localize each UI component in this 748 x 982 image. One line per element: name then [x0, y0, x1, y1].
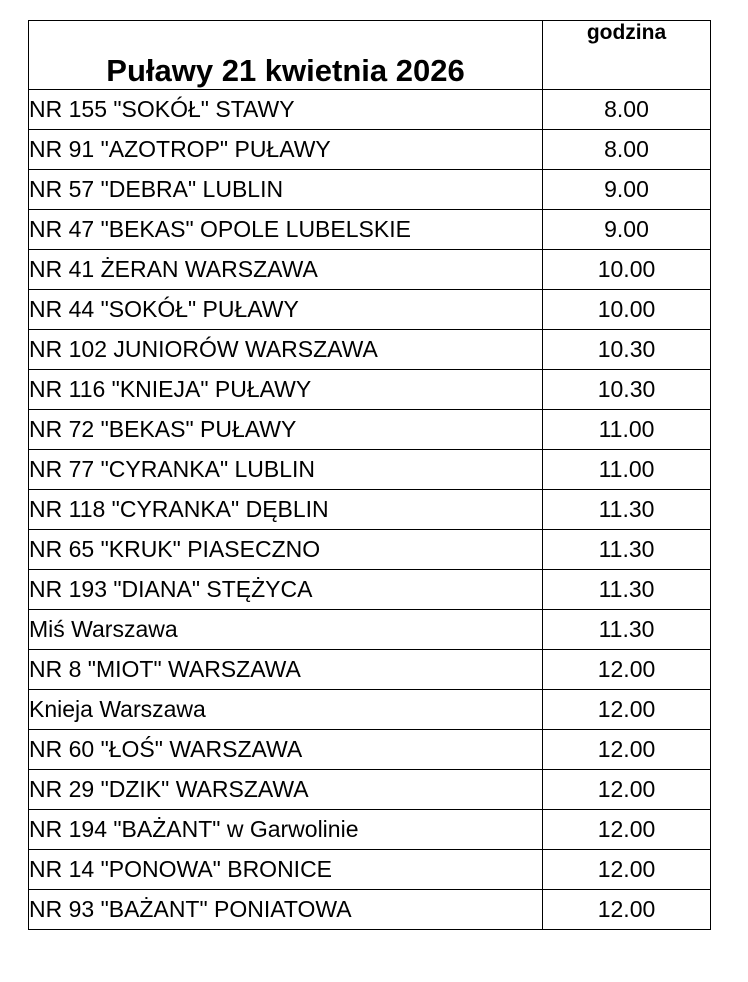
time-cell: 10.00: [543, 290, 711, 330]
time-cell: 12.00: [543, 650, 711, 690]
club-name-cell: NR 14 "PONOWA" BRONICE: [29, 850, 543, 890]
schedule-table: [28, 20, 711, 930]
table-row: [29, 770, 711, 810]
club-name-cell: NR 102 JUNIORÓW WARSZAWA: [29, 330, 543, 370]
time-cell: 10.00: [543, 250, 711, 290]
club-name-cell: NR 116 "KNIEJA" PUŁAWY: [29, 370, 543, 410]
time-cell: 8.00: [543, 90, 711, 130]
club-name-cell: NR 65 "KRUK" PIASECZNO: [29, 530, 543, 570]
club-name-cell: Knieja Warszawa: [29, 690, 543, 730]
club-name-cell: NR 118 "CYRANKA" DĘBLIN: [29, 490, 543, 530]
club-name-cell: NR 155 "SOKÓŁ" STAWY: [29, 90, 543, 130]
page-title: Puławy 21 kwietnia 2026: [29, 21, 543, 90]
table-row: [29, 730, 711, 770]
time-cell: 11.30: [543, 490, 711, 530]
header-row: [29, 21, 711, 90]
table-row: [29, 810, 711, 850]
club-name-cell: Miś Warszawa: [29, 610, 543, 650]
time-cell: 9.00: [543, 170, 711, 210]
table-row: [29, 850, 711, 890]
table-row: [29, 370, 711, 410]
club-name-cell: NR 91 "AZOTROP" PUŁAWY: [29, 130, 543, 170]
table-row: [29, 130, 711, 170]
time-cell: 12.00: [543, 890, 711, 930]
time-cell: 12.00: [543, 770, 711, 810]
time-cell: 12.00: [543, 690, 711, 730]
table-row: [29, 570, 711, 610]
club-name-cell: NR 57 "DEBRA" LUBLIN: [29, 170, 543, 210]
table-row: [29, 330, 711, 370]
schedule-rows: [29, 90, 711, 930]
time-cell: 11.00: [543, 450, 711, 490]
club-name-cell: NR 44 "SOKÓŁ" PUŁAWY: [29, 290, 543, 330]
table-row: [29, 650, 711, 690]
time-cell: 11.30: [543, 570, 711, 610]
club-name-cell: NR 194 "BAŻANT" w Garwolinie: [29, 810, 543, 850]
time-cell: 12.00: [543, 730, 711, 770]
club-name-cell: NR 193 "DIANA" STĘŻYCA: [29, 570, 543, 610]
time-column-header: godzina: [543, 21, 711, 90]
table-row: [29, 290, 711, 330]
table-row: [29, 450, 711, 490]
club-name-cell: NR 41 ŻERAN WARSZAWA: [29, 250, 543, 290]
table-row: [29, 490, 711, 530]
table-row: [29, 530, 711, 570]
time-cell: 8.00: [543, 130, 711, 170]
club-name-cell: NR 8 "MIOT" WARSZAWA: [29, 650, 543, 690]
time-cell: 11.30: [543, 610, 711, 650]
time-cell: 10.30: [543, 370, 711, 410]
time-cell: 11.30: [543, 530, 711, 570]
club-name-cell: NR 47 "BEKAS" OPOLE LUBELSKIE: [29, 210, 543, 250]
club-name-cell: NR 60 "ŁOŚ" WARSZAWA: [29, 730, 543, 770]
table-row: [29, 690, 711, 730]
table-row: [29, 610, 711, 650]
table-row: [29, 410, 711, 450]
time-cell: 11.00: [543, 410, 711, 450]
time-cell: 9.00: [543, 210, 711, 250]
club-name-cell: NR 29 "DZIK" WARSZAWA: [29, 770, 543, 810]
table-row: [29, 250, 711, 290]
time-cell: 10.30: [543, 330, 711, 370]
club-name-cell: NR 72 "BEKAS" PUŁAWY: [29, 410, 543, 450]
table-row: [29, 170, 711, 210]
club-name-cell: NR 77 "CYRANKA" LUBLIN: [29, 450, 543, 490]
club-name-cell: NR 93 "BAŻANT" PONIATOWA: [29, 890, 543, 930]
time-cell: 12.00: [543, 850, 711, 890]
time-cell: 12.00: [543, 810, 711, 850]
table-row: [29, 210, 711, 250]
table-row: [29, 890, 711, 930]
table-row: [29, 90, 711, 130]
